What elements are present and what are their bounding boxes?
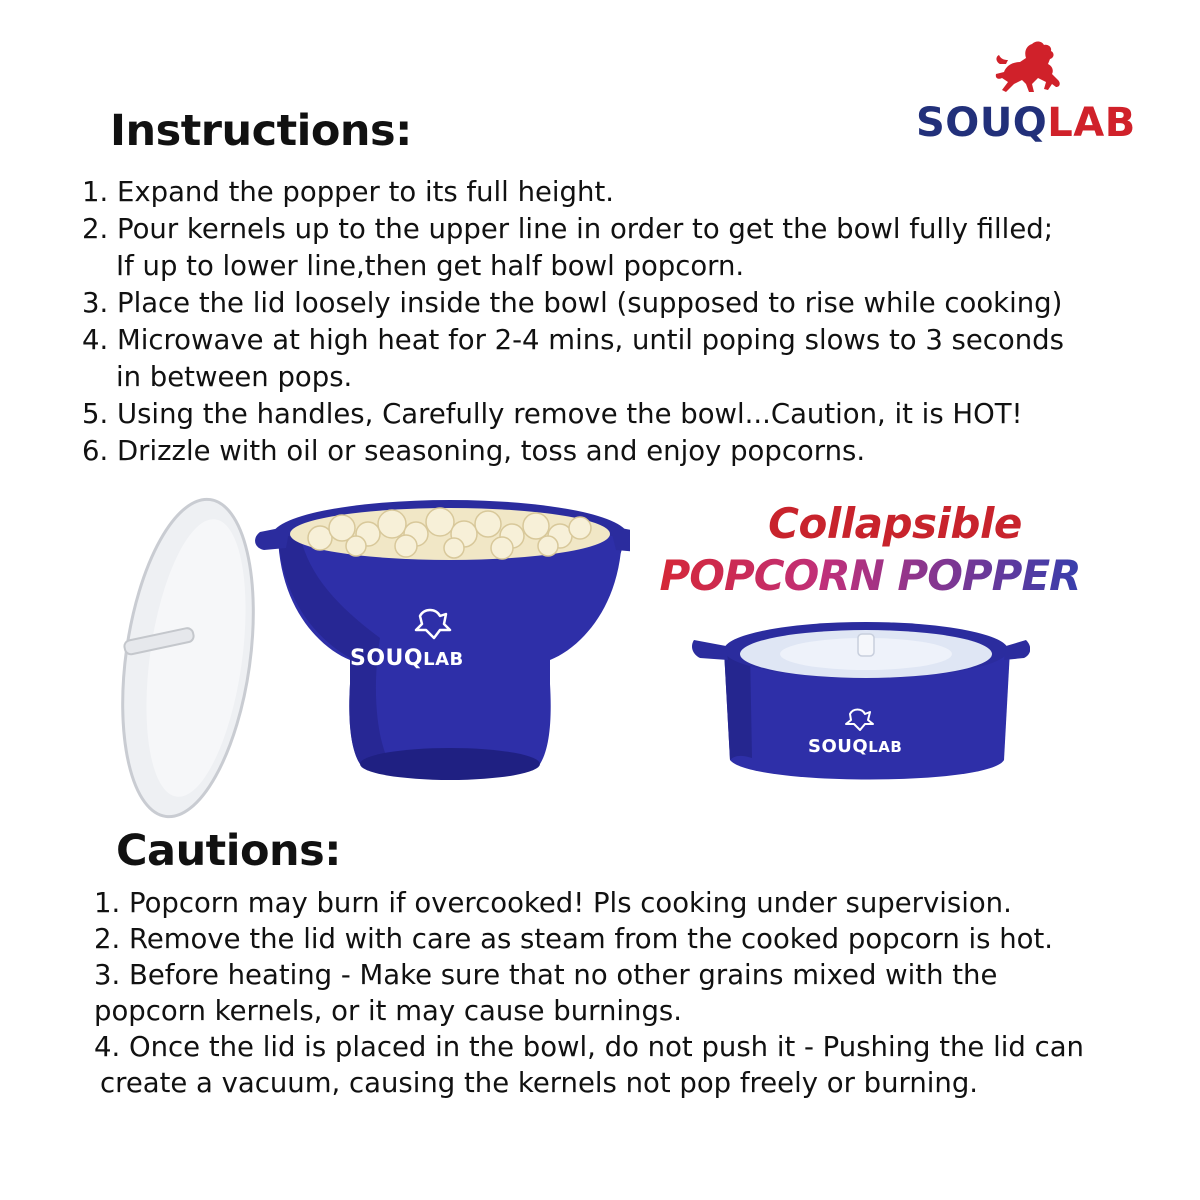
caution-item: 2. Remove the lid with care as steam from the cooked popcorn is hot. [94,923,1054,955]
collapsed-bowl-brand-part-a: SOUQ [808,736,869,757]
caution-item: 4. Once the lid is placed in the bowl, do not push it - Pushing the lid can [94,1031,1084,1063]
bowl-brand-part-a: SOUQ [350,646,424,671]
caution-item: 1. Popcorn may burn if overcooked! Pls cooking under supervision. [94,887,1012,919]
instruction-item-continued: in between pops. [116,361,353,393]
cautions-list [94,885,1084,1101]
instructions-list [82,174,1064,470]
lid-shape [110,491,272,825]
promo-title-line-2: POPCORN POPPER [640,550,1100,602]
product-image-open-bowl [110,488,630,828]
instruction-item: 5. Using the handles, Carefully remove the bowl...Caution, it is HOT! [82,398,1023,430]
instruction-item: 2. Pour kernels up to the upper line in order to get the bowl fully filled; [82,213,1053,245]
caution-item-continued: create a vacuum, causing the kernels not pop freely or burning. [100,1067,979,1099]
bowl-brand-part-b: LAB [423,649,464,670]
lion-icon [992,40,1066,98]
instructions-heading: Instructions: [110,106,412,156]
brand-name-part-b: LAB [1047,100,1136,146]
promo-title-line-1: Collapsible [768,499,1022,548]
instruction-item: 3. Place the lid loosely inside the bowl (supposed to rise while cooking) [82,287,1063,319]
caution-item: 3. Before heating - Make sure that no other grains mixed with the [94,959,998,991]
collapsed-bowl-illustration [690,610,1030,800]
brand-logo [916,40,1156,150]
brand-name-part-a: SOUQ [916,100,1048,146]
brand-wordmark [916,100,1136,146]
instruction-item: 1. Expand the popper to its full height. [82,176,614,208]
bowl-brand-label [350,646,464,671]
cautions-heading: Cautions: [116,826,341,876]
bowl-shape [255,500,630,780]
product-image-collapsed-bowl [690,610,1030,800]
instruction-item: 4. Microwave at high heat for 2-4 mins, until poping slows to 3 seconds [82,324,1064,356]
instruction-item: 6. Drizzle with oil or seasoning, toss and enjoy popcorns. [82,435,866,467]
collapsed-bowl-brand-part-b: LAB [868,738,903,756]
collapsed-bowl-brand-label [808,736,902,757]
product-promo-title [640,498,1100,602]
caution-item-continued: popcorn kernels, or it may cause burnings. [94,995,682,1027]
instruction-item-continued: If up to lower line,then get half bowl popcorn. [116,250,745,282]
